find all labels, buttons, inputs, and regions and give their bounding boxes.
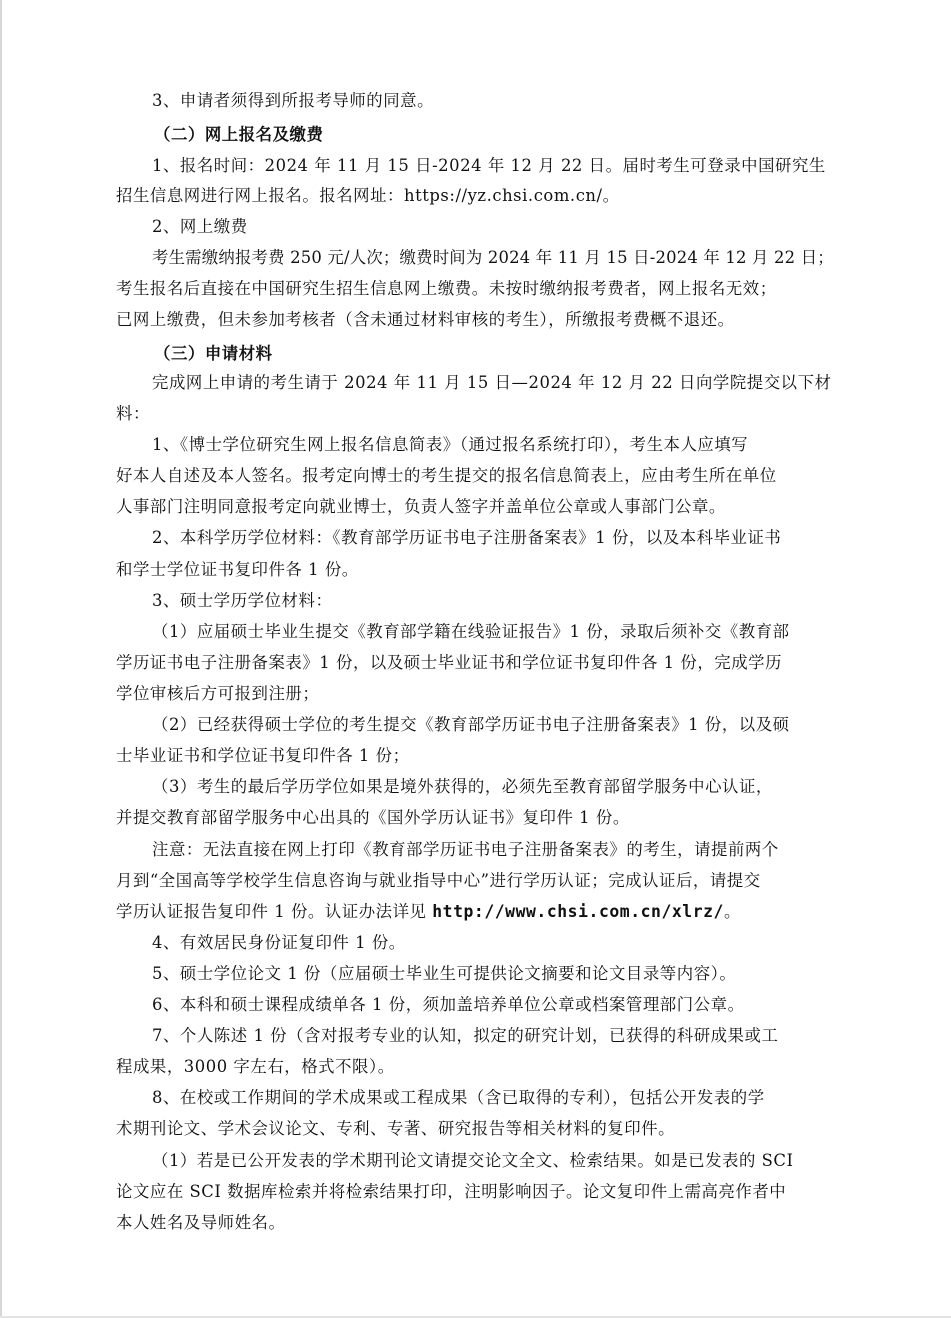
paragraph-line: 2、本科学历学位材料：《教育部学历证书电子注册备案表》1 份，以及本科毕业证书	[152, 528, 782, 547]
chsi-xlrz-link[interactable]: http://www.chsi.com.cn/xlrz/	[432, 902, 724, 921]
paragraph-line: （2）已经获得硕士学位的考生提交《教育部学历证书电子注册备案表》1 份，以及硕	[152, 715, 790, 734]
paragraph-line: 1、报名时间：2024 年 11 月 15 日-2024 年 12 月 22 日。届时考生可登录中国研究生	[152, 156, 826, 175]
paragraph-line: 1、《博士学位研究生网上报名信息简表》（通过报名系统打印），考生本人应填写	[152, 435, 749, 454]
paragraph-line: 学位审核后方可报到注册；	[116, 684, 320, 703]
paragraph-line: 5、硕士学位论文 1 份（应届硕士毕业生可提供论文摘要和论文目录等内容）。	[152, 964, 737, 983]
paragraph-line: 术期刊论文、学术会议论文、专利、专著、研究报告等相关材料的复印件。	[116, 1119, 676, 1138]
section-heading-application-materials: （三）申请材料	[154, 344, 273, 363]
paragraph-line-punctuation: 。	[723, 902, 741, 921]
paragraph-line-with-link	[116, 902, 856, 922]
paragraph-line-text: 学历认证报告复印件 1 份。认证办法详见	[116, 902, 433, 921]
paragraph-line: 并提交教育部留学服务中心出具的《国外学历认证书》复印件 1 份。	[116, 808, 630, 827]
paragraph-line: 论文应在 SCI 数据库检索并将检索结果打印，注明影响因子。论文复印件上需高亮作者中	[116, 1182, 787, 1201]
paragraph-line: 和学士学位证书复印件各 1 份。	[116, 560, 359, 579]
paragraph-line: 月到“全国高等学校学生信息咨询与就业指导中心”进行学历认证；完成认证后，请提交	[116, 871, 761, 890]
paragraph-line: 完成网上申请的考生请于 2024 年 11 月 15 日—2024 年 12 月 22 日向学院提交以下材	[152, 373, 832, 392]
paragraph-line: 人事部门注明同意报考定向就业博士，负责人签字并盖单位公章或人事部门公章。	[116, 497, 726, 516]
paragraph-line: （1）应届硕士毕业生提交《教育部学籍在线验证报告》1 份，录取后须补交《教育部	[152, 622, 790, 641]
paragraph-line: 已网上缴费，但未参加考核者（含未通过材料审核的考生），所缴报考费概不退还。	[116, 310, 735, 329]
paragraph-line: 程成果，3000 字左右，格式不限）。	[116, 1057, 395, 1076]
paragraph-line: 注意：无法直接在网上打印《教育部学历证书电子注册备案表》的考生，请提前两个	[152, 840, 779, 859]
paragraph-line: 招生信息网进行网上报名。报名网址：https://yz.chsi.com.cn/。	[116, 186, 620, 205]
paragraph-line: 4、有效居民身份证复印件 1 份。	[152, 933, 406, 952]
paragraph-line: 考生报名后直接在中国研究生招生信息网上缴费。未按时缴纳报考费者，网上报名无效；	[116, 279, 777, 298]
paragraph-line: 考生需缴纳报考费 250 元/人次；缴费时间为 2024 年 11 月 15 日-2024 年 12 月 22 日；	[152, 248, 834, 267]
paragraph-line: 好本人自述及本人签名。报考定向博士的考生提交的报名信息简表上，应由考生所在单位	[116, 466, 777, 485]
paragraph-line: 3、申请者须得到所报考导师的同意。	[152, 91, 435, 110]
paragraph-line: 2、网上缴费	[152, 217, 248, 236]
paragraph-line: 7、个人陈述 1 份（含对报考专业的认知，拟定的研究计划，已获得的科研成果或工	[152, 1026, 779, 1045]
paragraph-line: 学历证书电子注册备案表》1 份，以及硕士毕业证书和学位证书复印件各 1 份，完成学历	[116, 653, 783, 672]
paragraph-line: 士毕业证书和学位证书复印件各 1 份；	[116, 746, 410, 765]
paragraph-line: （1）若是已公开发表的学术期刊论文请提交论文全文、检索结果。如是已发表的 SCI	[152, 1151, 794, 1170]
paragraph-line: 本人姓名及导师姓名。	[116, 1213, 286, 1232]
paragraph-line: 3、硕士学历学位材料：	[152, 591, 333, 610]
section-heading-online-registration: （二）网上报名及缴费	[154, 125, 324, 144]
paragraph-line: 料：	[116, 404, 150, 423]
paragraph-line: 6、本科和硕士课程成绩单各 1 份，须加盖培养单位公章或档案管理部门公章。	[152, 995, 745, 1014]
paragraph-line: 8、在校或工作期间的学术成果或工程成果（含已取得的专利），包括公开发表的学	[152, 1088, 765, 1107]
paragraph-line: （3）考生的最后学历学位如果是境外获得的，必须先至教育部留学服务中心认证，	[152, 777, 773, 796]
